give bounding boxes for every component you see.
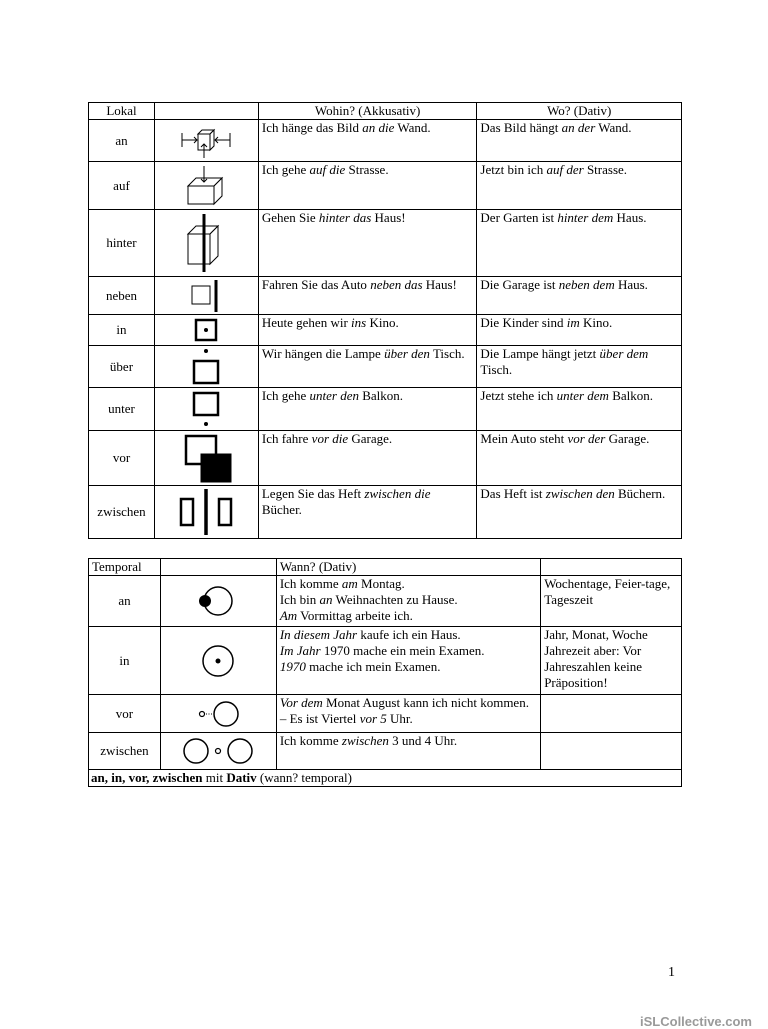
note-cell: Jahr, Monat, Woche Jahrezeit aber: Vor Jahreszahlen keine Präposition! — [541, 627, 682, 695]
preposition-label: hinter — [89, 210, 155, 277]
note-cell: Wochentage, Feier-tage, Tageszeit — [541, 576, 682, 627]
wohin-cell: Fahren Sie das Auto neben das Haus! — [258, 277, 477, 315]
wohin-cell: Legen Sie das Heft zwischen die Bücher. — [258, 486, 477, 539]
wann-line: 1970 mache ich mein Examen. — [279, 659, 441, 674]
lokal-header-cell: Wo? (Dativ) — [477, 103, 682, 120]
wohin-cell: Heute gehen wir ins Kino. — [258, 315, 477, 346]
temporal-row — [89, 627, 682, 695]
line-between-squares-icon — [154, 486, 258, 539]
preposition-label: vor — [89, 431, 155, 486]
wo-cell: Die Garage ist neben dem Haus. — [477, 277, 682, 315]
wann-line: Ich komme am Montag. — [279, 576, 405, 591]
lokal-row — [89, 120, 682, 162]
wo-cell: Jetzt stehe ich unter dem Balkon. — [477, 388, 682, 431]
temporal-header-cell: Wann? (Dativ) — [276, 559, 540, 576]
wann-line: Am Vormittag arbeite ich. — [279, 608, 413, 623]
wohin-cell: Ich fahre vor die Garage. — [258, 431, 477, 486]
wann-cell — [276, 576, 540, 627]
wohin-cell: Ich gehe auf die Strasse. — [258, 162, 477, 210]
temporal-footer-row — [89, 770, 682, 787]
temporal-header-cell — [541, 559, 682, 576]
page-number: 1 — [668, 965, 675, 980]
circle-dot-edge-icon — [160, 576, 276, 627]
wo-cell: Die Lampe hängt jetzt über dem Tisch. — [477, 346, 682, 388]
temporal-header-row — [89, 559, 682, 576]
temporal-footer-note: an, in, vor, zwischen mit Dativ (wann? temporal) — [89, 770, 682, 787]
square-filled-front-icon — [154, 431, 258, 486]
lokal-header-cell — [154, 103, 258, 120]
preposition-label: an — [89, 576, 161, 627]
preposition-label: auf — [89, 162, 155, 210]
wann-cell — [276, 695, 540, 733]
preposition-label: in — [89, 627, 161, 695]
note-cell — [541, 695, 682, 733]
lokal-row — [89, 431, 682, 486]
preposition-label: in — [89, 315, 155, 346]
temporal-row — [89, 695, 682, 733]
lokal-header-row — [89, 103, 682, 120]
dot-between-circles-icon — [160, 733, 276, 770]
wann-line: Ich bin an Weihnachten zu Hause. — [279, 592, 458, 607]
dot-before-circle-icon — [160, 695, 276, 733]
lokal-row — [89, 388, 682, 431]
preposition-label: zwischen — [89, 733, 161, 770]
temporal-header-cell: Temporal — [89, 559, 161, 576]
temporal-row — [89, 576, 682, 627]
preposition-label: unter — [89, 388, 155, 431]
lokal-row — [89, 315, 682, 346]
lokal-header-cell: Wohin? (Akkusativ) — [258, 103, 477, 120]
wohin-cell: Ich hänge das Bild an die Wand. — [258, 120, 477, 162]
wo-cell: Jetzt bin ich auf der Strasse. — [477, 162, 682, 210]
wo-cell: Das Bild hängt an der Wand. — [477, 120, 682, 162]
square-dot-inside-icon — [154, 315, 258, 346]
wann-line: In diesem Jahr kaufe ich ein Haus. — [279, 627, 461, 642]
preposition-label: an — [89, 120, 155, 162]
lokal-table — [88, 102, 682, 539]
wann-cell — [276, 733, 540, 770]
lokal-row — [89, 346, 682, 388]
preposition-label: vor — [89, 695, 161, 733]
cube-top-arrow-icon — [154, 162, 258, 210]
wann-line: Im Jahr 1970 mache ein mein Examen. — [279, 643, 485, 658]
wo-cell: Mein Auto steht vor der Garage. — [477, 431, 682, 486]
cube-behind-line-icon — [154, 210, 258, 277]
watermark-logo: iSLCollective.com — [640, 1014, 752, 1029]
wo-cell: Die Kinder sind im Kino. — [477, 315, 682, 346]
square-beside-line-icon — [154, 277, 258, 315]
preposition-label: neben — [89, 277, 155, 315]
wohin-cell: Gehen Sie hinter das Haus! — [258, 210, 477, 277]
cube-side-arrows-icon — [154, 120, 258, 162]
preposition-label: über — [89, 346, 155, 388]
temporal-table — [88, 558, 682, 787]
temporal-row — [89, 733, 682, 770]
circle-dot-center-icon — [160, 627, 276, 695]
wann-cell — [276, 627, 540, 695]
square-dot-below-icon — [154, 388, 258, 431]
wann-line: Ich komme zwischen 3 und 4 Uhr. — [279, 733, 458, 748]
lokal-row — [89, 277, 682, 315]
preposition-label: zwischen — [89, 486, 155, 539]
lokal-header-cell: Lokal — [89, 103, 155, 120]
wo-cell: Der Garten ist hinter dem Haus. — [477, 210, 682, 277]
wohin-cell: Ich gehe unter den Balkon. — [258, 388, 477, 431]
wohin-cell: Wir hängen die Lampe über den Tisch. — [258, 346, 477, 388]
square-dot-above-icon — [154, 346, 258, 388]
lokal-row — [89, 162, 682, 210]
temporal-header-cell — [160, 559, 276, 576]
lokal-row — [89, 210, 682, 277]
wann-line: Vor dem Monat August kann ich nicht kommen. – Es ist Viertel vor 5 Uhr. — [279, 695, 529, 726]
lokal-row — [89, 486, 682, 539]
wo-cell: Das Heft ist zwischen den Büchern. — [477, 486, 682, 539]
note-cell — [541, 733, 682, 770]
